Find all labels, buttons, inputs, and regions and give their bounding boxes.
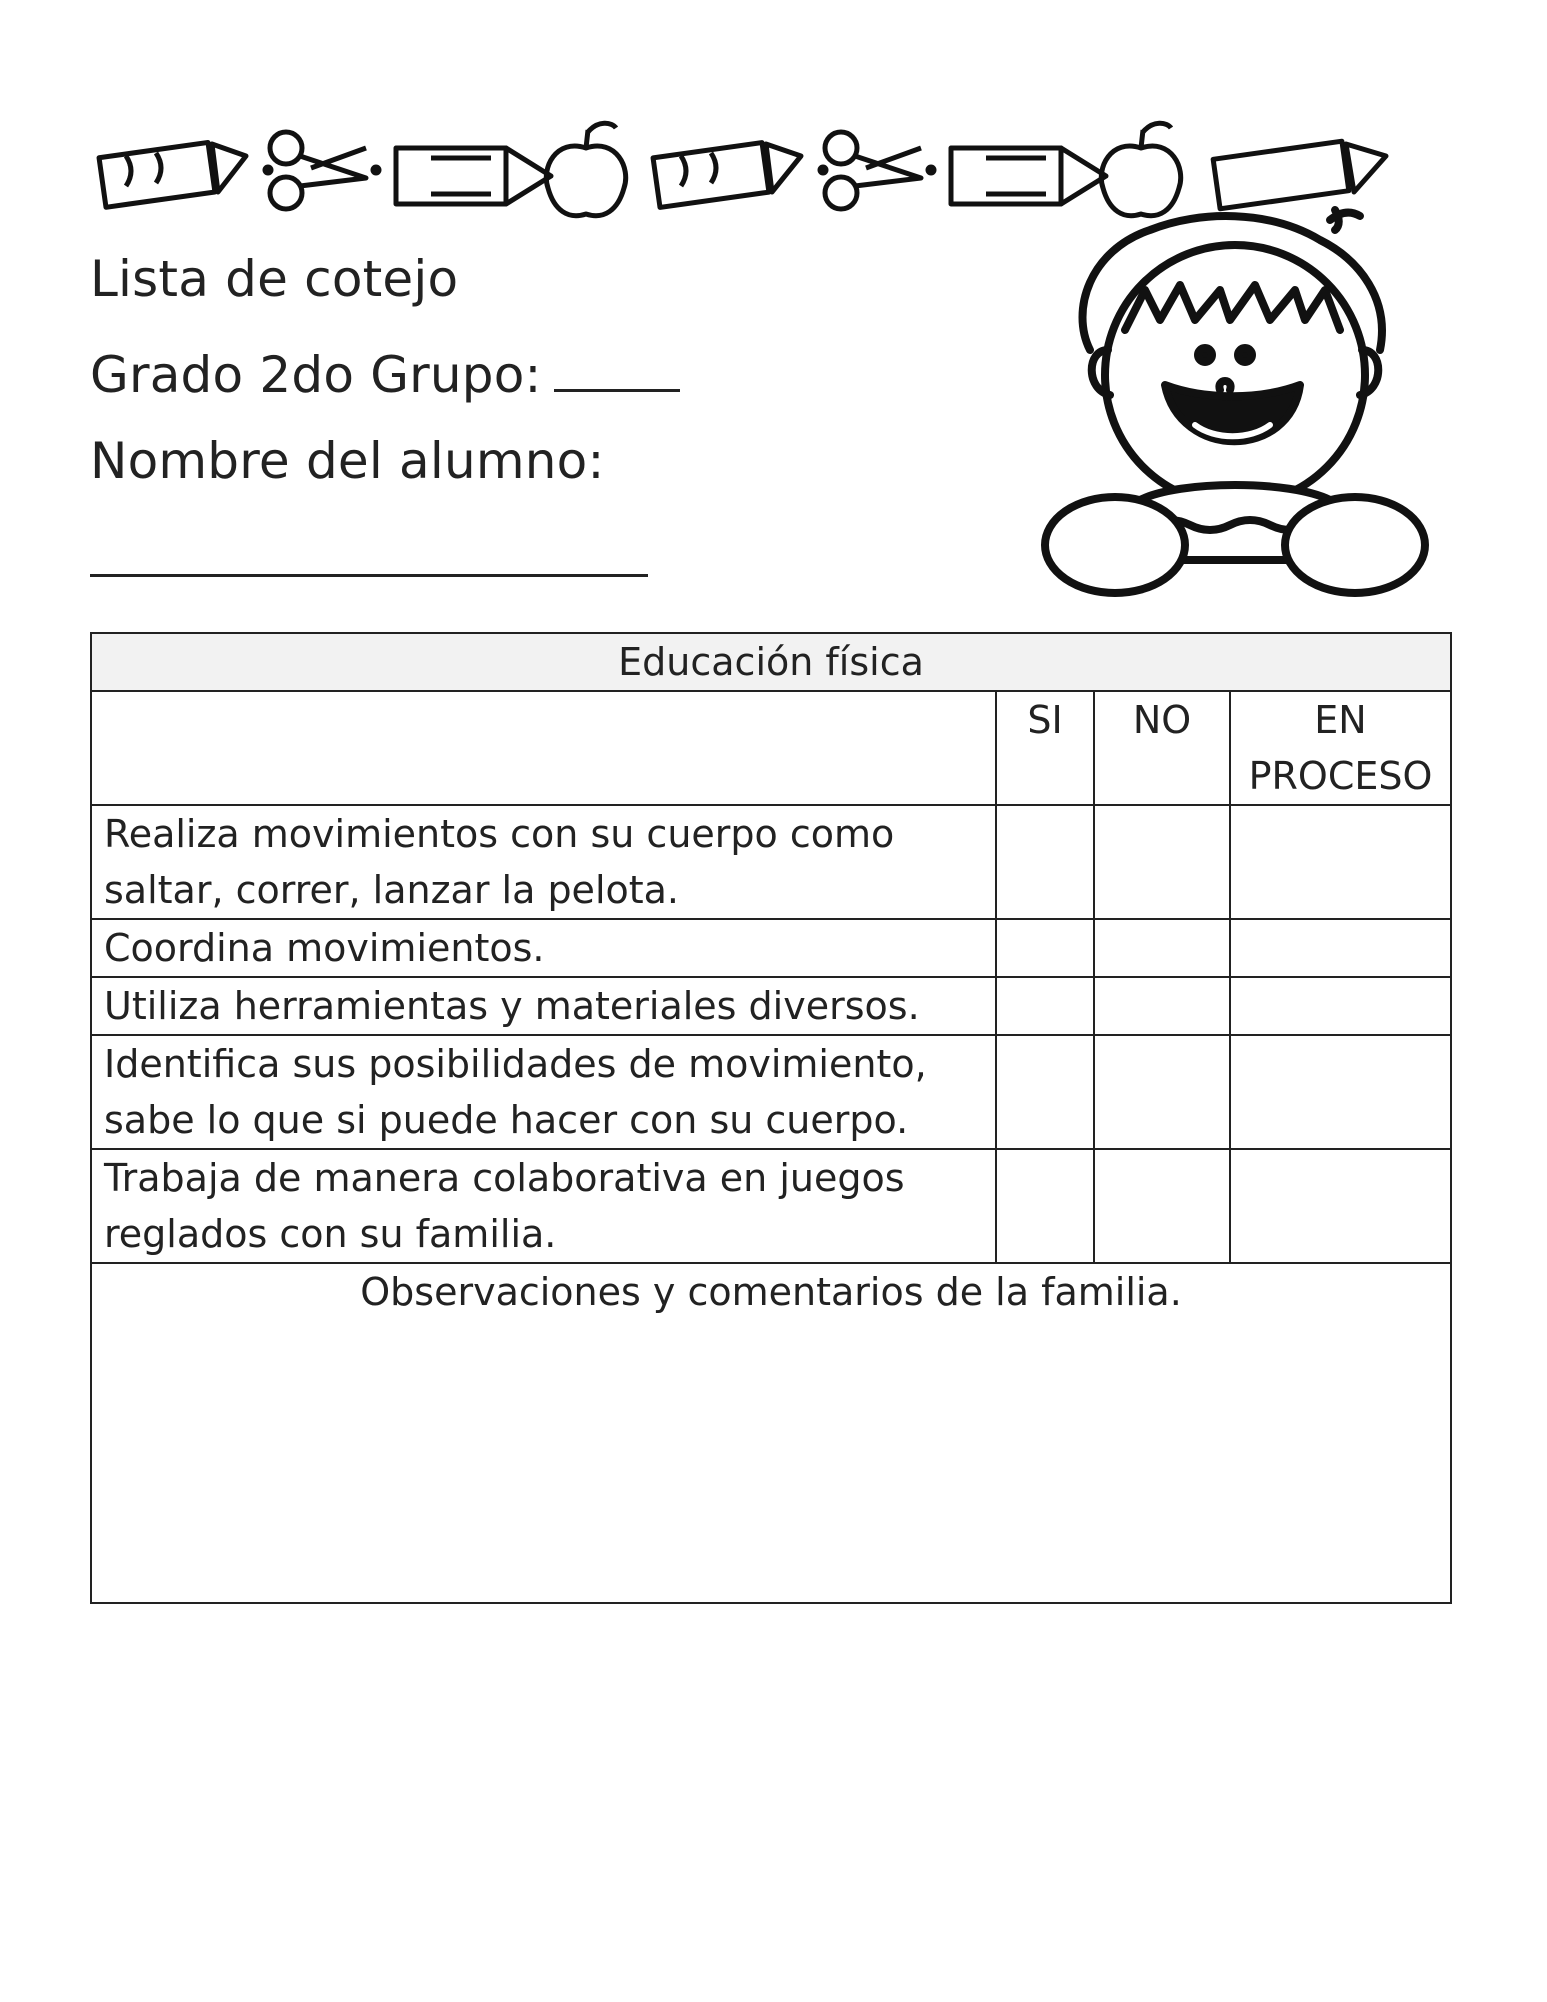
checkbox-cell-en-proceso[interactable] xyxy=(1230,805,1451,919)
checkbox-cell-no[interactable] xyxy=(1094,1149,1230,1263)
apple-icon xyxy=(546,123,625,215)
checkbox-cell-en-proceso[interactable] xyxy=(1230,977,1451,1035)
criterion-text: Trabaja de manera colaborativa en juegos reglados con su familia. xyxy=(91,1149,996,1263)
checkbox-cell-no[interactable] xyxy=(1094,919,1230,977)
scissors-icon xyxy=(265,132,379,209)
group-blank-line xyxy=(554,355,680,392)
checkbox-cell-en-proceso[interactable] xyxy=(1230,1149,1451,1263)
table-row xyxy=(91,1149,1451,1263)
crayon-icon xyxy=(99,142,246,207)
column-header-no: NO xyxy=(1094,691,1230,805)
student-name-label: Nombre del alumno: xyxy=(90,432,605,490)
student-name-blank-line xyxy=(90,574,648,577)
checkbox-cell-no[interactable] xyxy=(1094,977,1230,1035)
pencil-icon xyxy=(396,148,551,204)
crayon-icon xyxy=(1213,141,1386,209)
checkbox-cell-si[interactable] xyxy=(996,1035,1094,1149)
column-header-si: SI xyxy=(996,691,1094,805)
smiling-boy-icon xyxy=(1030,200,1440,620)
checkbox-cell-en-proceso[interactable] xyxy=(1230,1035,1451,1149)
checklist-table xyxy=(90,632,1452,1604)
scissors-icon xyxy=(820,132,934,209)
column-header-row xyxy=(91,691,1451,805)
column-header-en-proceso: EN PROCESO xyxy=(1230,691,1451,805)
checkbox-cell-si[interactable] xyxy=(996,977,1094,1035)
criterion-text: Coordina movimientos. xyxy=(91,919,996,977)
checkbox-cell-no[interactable] xyxy=(1094,1035,1230,1149)
table-row xyxy=(91,977,1451,1035)
table-section-header xyxy=(91,633,1451,691)
crayon-icon xyxy=(653,143,801,208)
pencil-icon xyxy=(951,148,1106,204)
table-row xyxy=(91,919,1451,977)
observations-row xyxy=(91,1263,1451,1603)
table-row xyxy=(91,805,1451,919)
criterion-text: Utiliza herramientas y materiales diversos. xyxy=(91,977,996,1035)
checkbox-cell-no[interactable] xyxy=(1094,805,1230,919)
checkbox-cell-si[interactable] xyxy=(996,805,1094,919)
checkbox-cell-si[interactable] xyxy=(996,1149,1094,1263)
criteria-header-cell xyxy=(91,691,996,805)
grade-label: Grado 2do Grupo: xyxy=(90,346,680,404)
criterion-text: Realiza movimientos con su cuerpo como saltar, correr, lanzar la pelota. xyxy=(91,805,996,919)
section-title: Educación física xyxy=(91,633,1451,691)
criterion-text: Identifica sus posibilidades de movimiento, sabe lo que si puede hacer con su cuerpo. xyxy=(91,1035,996,1149)
checkbox-cell-si[interactable] xyxy=(996,919,1094,977)
page-title: Lista de cotejo xyxy=(90,250,459,308)
table-row xyxy=(91,1035,1451,1149)
observations-title: Observaciones y comentarios de la familia. xyxy=(91,1263,1451,1603)
checkbox-cell-en-proceso[interactable] xyxy=(1230,919,1451,977)
